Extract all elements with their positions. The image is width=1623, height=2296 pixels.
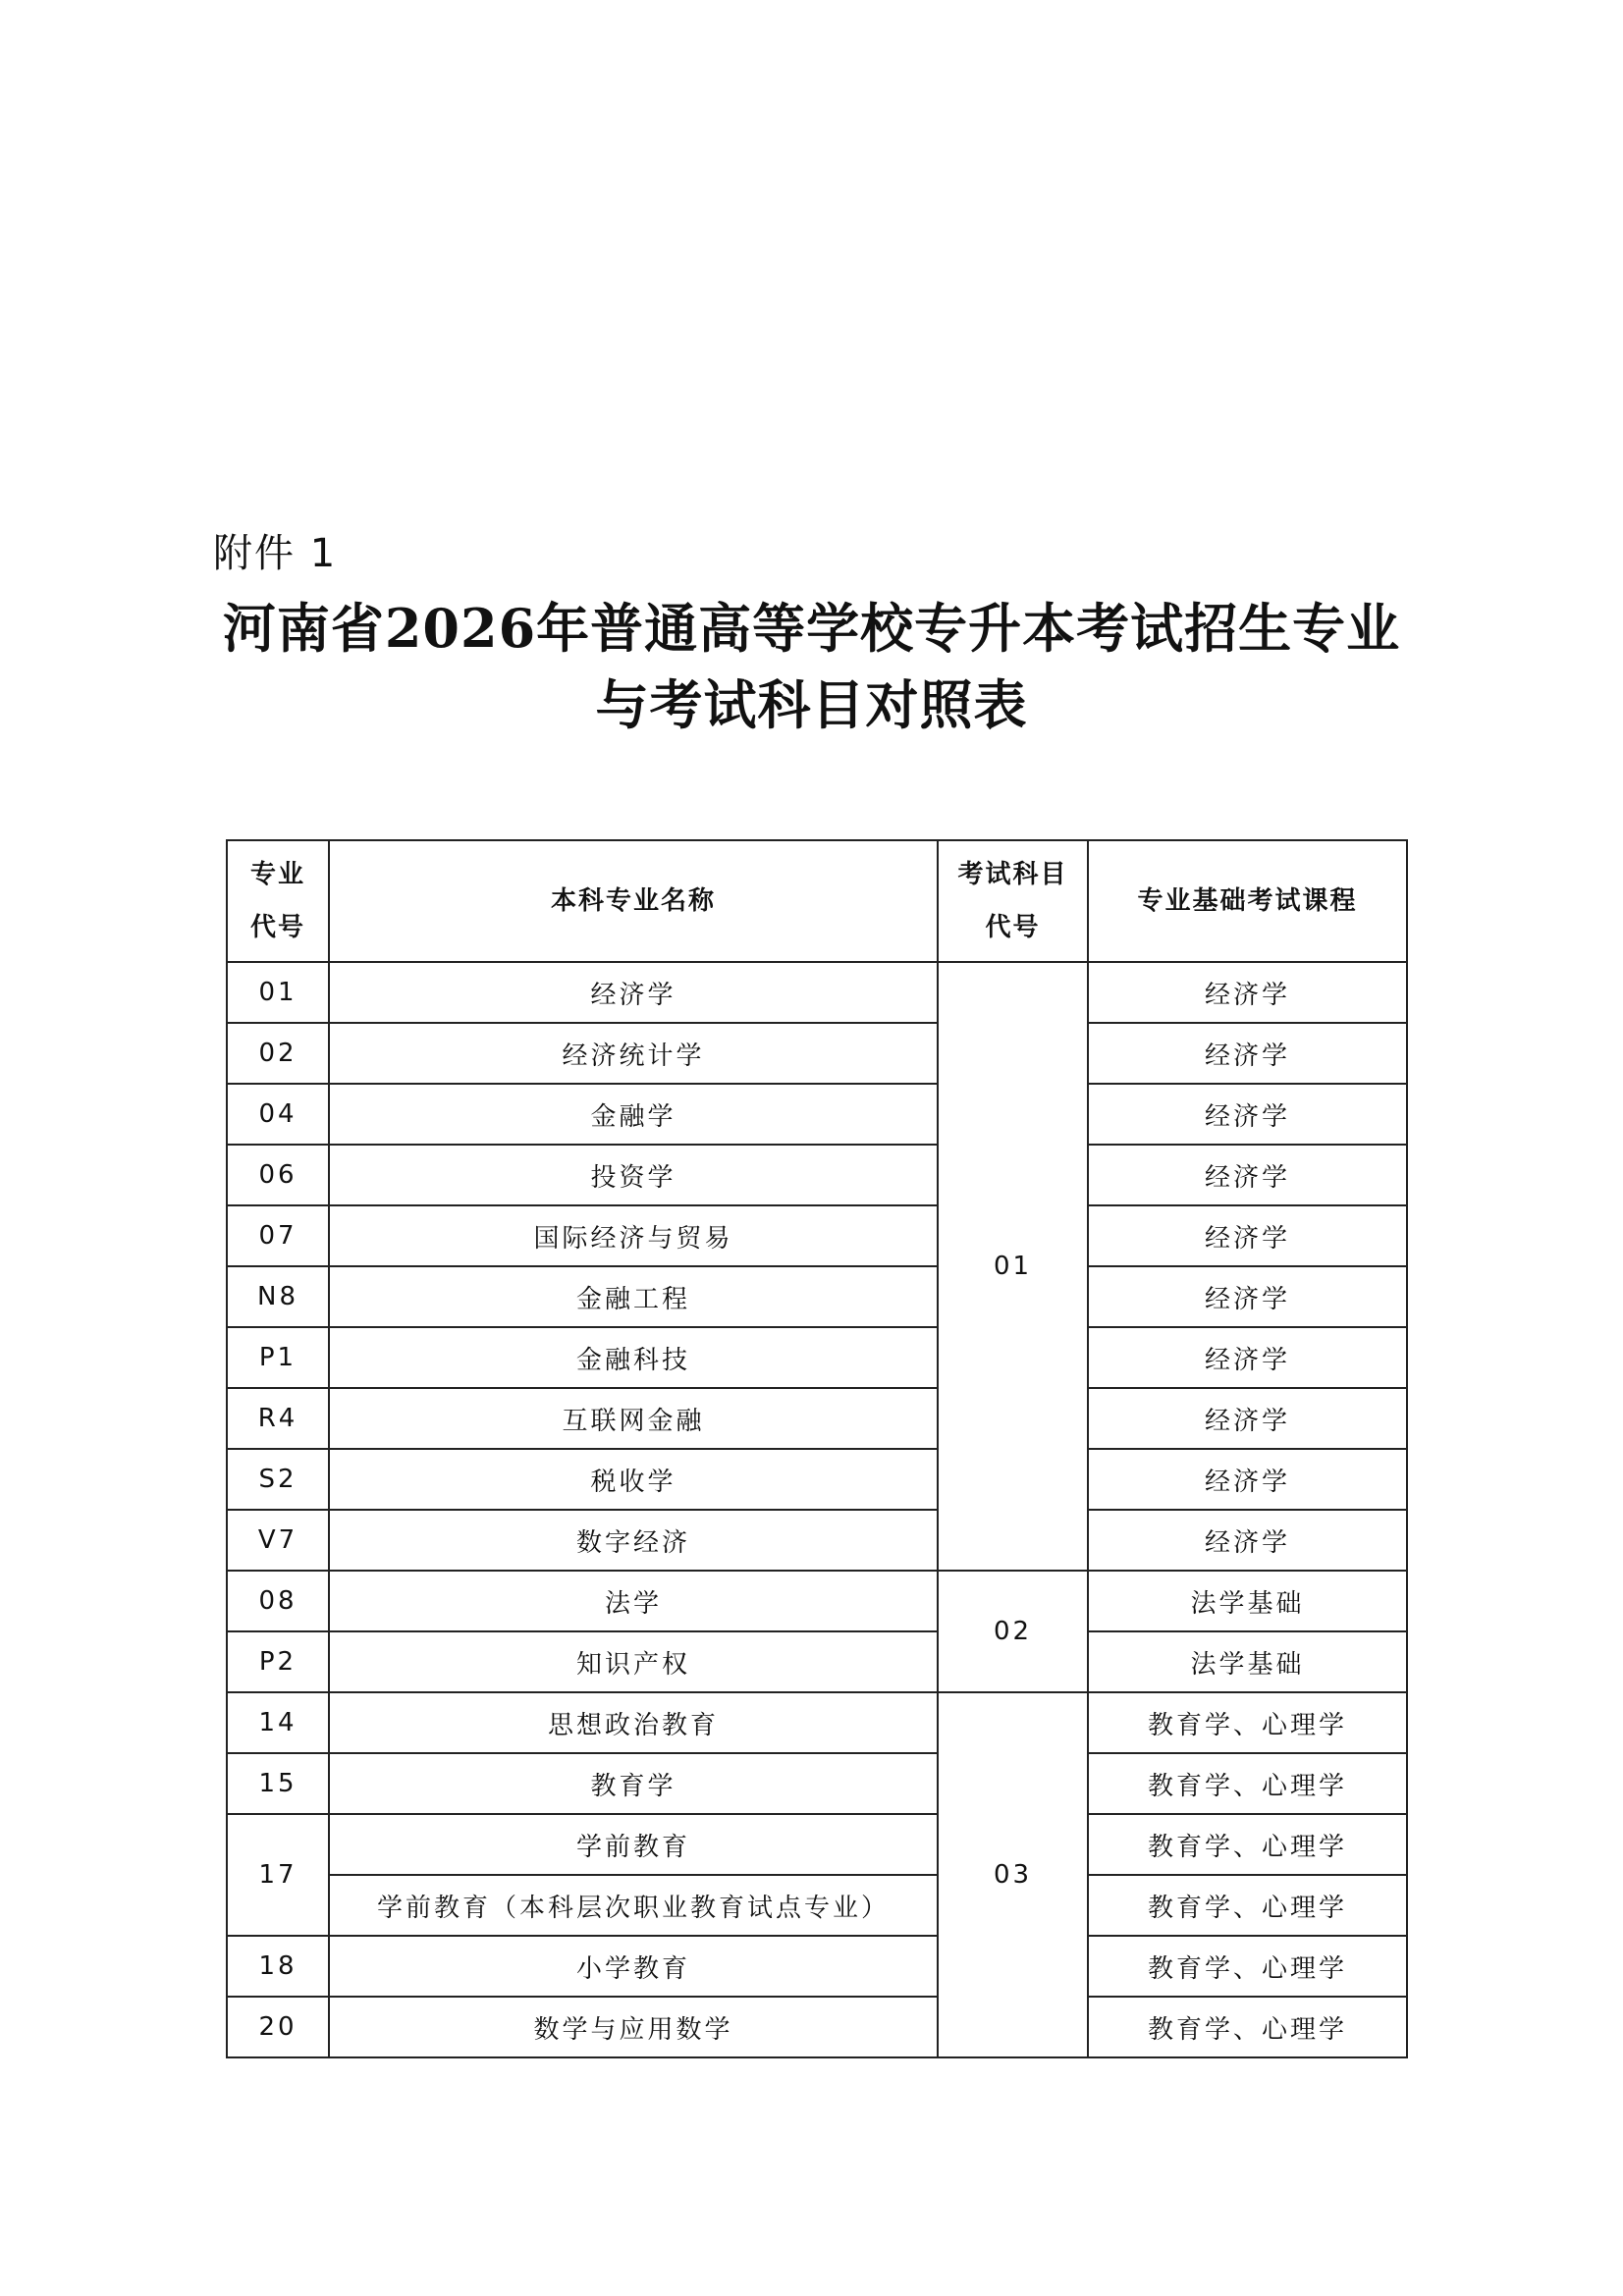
major-code-cell: P1 <box>227 1327 329 1388</box>
exam-course-cell: 教育学、心理学 <box>1088 1814 1407 1875</box>
exam-course-cell: 经济学 <box>1088 1327 1407 1388</box>
major-code-cell: 01 <box>227 962 329 1023</box>
major-code-cell: 15 <box>227 1753 329 1814</box>
major-name-cell: 学前教育（本科层次职业教育试点专业） <box>329 1875 938 1936</box>
page-title-line-1: 河南省2026年普通高等学校专升本考试招生专业 <box>222 597 1401 660</box>
exam-course-cell: 经济学 <box>1088 1084 1407 1145</box>
exam-course-cell: 经济学 <box>1088 1266 1407 1327</box>
major-code-cell: 20 <box>227 1997 329 2057</box>
major-name-cell: 法学 <box>329 1571 938 1631</box>
major-code-cell: N8 <box>227 1266 329 1327</box>
major-name-cell: 学前教育 <box>329 1814 938 1875</box>
table-row <box>227 1510 1407 1571</box>
table-row <box>227 1875 1407 1936</box>
table-row <box>227 1449 1407 1510</box>
table-row <box>227 1997 1407 2057</box>
subject-code-cell: 03 <box>938 1692 1088 2057</box>
exam-course-cell: 经济学 <box>1088 1205 1407 1266</box>
table-row <box>227 1327 1407 1388</box>
major-name-cell: 金融科技 <box>329 1327 938 1388</box>
major-name-cell: 教育学 <box>329 1753 938 1814</box>
exam-course-cell: 教育学、心理学 <box>1088 1936 1407 1997</box>
major-code-cell: V7 <box>227 1510 329 1571</box>
exam-course-cell: 经济学 <box>1088 1449 1407 1510</box>
table-row <box>227 1753 1407 1814</box>
header-subject-code-line-1: 考试科目 <box>957 860 1068 889</box>
table-row <box>227 1205 1407 1266</box>
header-exam-course: 专业基础考试课程 <box>1088 840 1407 962</box>
exam-course-cell: 教育学、心理学 <box>1088 1692 1407 1753</box>
exam-course-cell: 法学基础 <box>1088 1571 1407 1631</box>
major-name-cell: 互联网金融 <box>329 1388 938 1449</box>
major-code-cell: 02 <box>227 1023 329 1084</box>
table-row <box>227 1266 1407 1327</box>
major-name-cell: 数学与应用数学 <box>329 1997 938 2057</box>
major-code-cell: S2 <box>227 1449 329 1510</box>
major-code-cell: 08 <box>227 1571 329 1631</box>
major-name-cell: 小学教育 <box>329 1936 938 1997</box>
subject-code-cell: 01 <box>938 962 1088 1571</box>
header-major-code <box>227 840 329 962</box>
major-name-cell: 经济统计学 <box>329 1023 938 1084</box>
major-name-cell: 税收学 <box>329 1449 938 1510</box>
exam-course-cell: 法学基础 <box>1088 1631 1407 1692</box>
major-subject-table <box>226 839 1408 2058</box>
exam-course-cell: 经济学 <box>1088 1023 1407 1084</box>
major-code-cell: 14 <box>227 1692 329 1753</box>
major-code-cell: 17 <box>227 1814 329 1936</box>
exam-course-cell: 教育学、心理学 <box>1088 1753 1407 1814</box>
table-row <box>227 1023 1407 1084</box>
major-code-cell: R4 <box>227 1388 329 1449</box>
table-row <box>227 1571 1407 1631</box>
major-code-cell: 04 <box>227 1084 329 1145</box>
table-row <box>227 1631 1407 1692</box>
table-row <box>227 1692 1407 1753</box>
table-row <box>227 1814 1407 1875</box>
header-major-code-line-1: 专业 <box>249 860 305 889</box>
attachment-label: 附件 1 <box>213 531 338 576</box>
header-major-code-line-2: 代号 <box>249 913 305 942</box>
major-name-cell: 数字经济 <box>329 1510 938 1571</box>
major-name-cell: 经济学 <box>329 962 938 1023</box>
major-code-cell: 18 <box>227 1936 329 1997</box>
major-code-cell: 07 <box>227 1205 329 1266</box>
exam-course-cell: 经济学 <box>1088 1510 1407 1571</box>
page-title-line-2: 与考试科目对照表 <box>595 673 1028 736</box>
table-row <box>227 1388 1407 1449</box>
major-name-cell: 国际经济与贸易 <box>329 1205 938 1266</box>
table-header-row <box>227 840 1407 962</box>
table-row <box>227 962 1407 1023</box>
major-name-cell: 金融工程 <box>329 1266 938 1327</box>
major-name-cell: 投资学 <box>329 1145 938 1205</box>
major-name-cell: 思想政治教育 <box>329 1692 938 1753</box>
major-code-cell: 06 <box>227 1145 329 1205</box>
table-row <box>227 1936 1407 1997</box>
header-subject-code-line-2: 代号 <box>985 913 1041 942</box>
header-subject-code <box>938 840 1088 962</box>
exam-course-cell: 经济学 <box>1088 1388 1407 1449</box>
table-row <box>227 1084 1407 1145</box>
exam-course-cell: 教育学、心理学 <box>1088 1997 1407 2057</box>
table-row <box>227 1145 1407 1205</box>
exam-course-cell: 经济学 <box>1088 1145 1407 1205</box>
header-major-name: 本科专业名称 <box>329 840 938 962</box>
major-code-cell: P2 <box>227 1631 329 1692</box>
exam-course-cell: 经济学 <box>1088 962 1407 1023</box>
subject-code-cell: 02 <box>938 1571 1088 1692</box>
major-name-cell: 知识产权 <box>329 1631 938 1692</box>
exam-course-cell: 教育学、心理学 <box>1088 1875 1407 1936</box>
major-name-cell: 金融学 <box>329 1084 938 1145</box>
